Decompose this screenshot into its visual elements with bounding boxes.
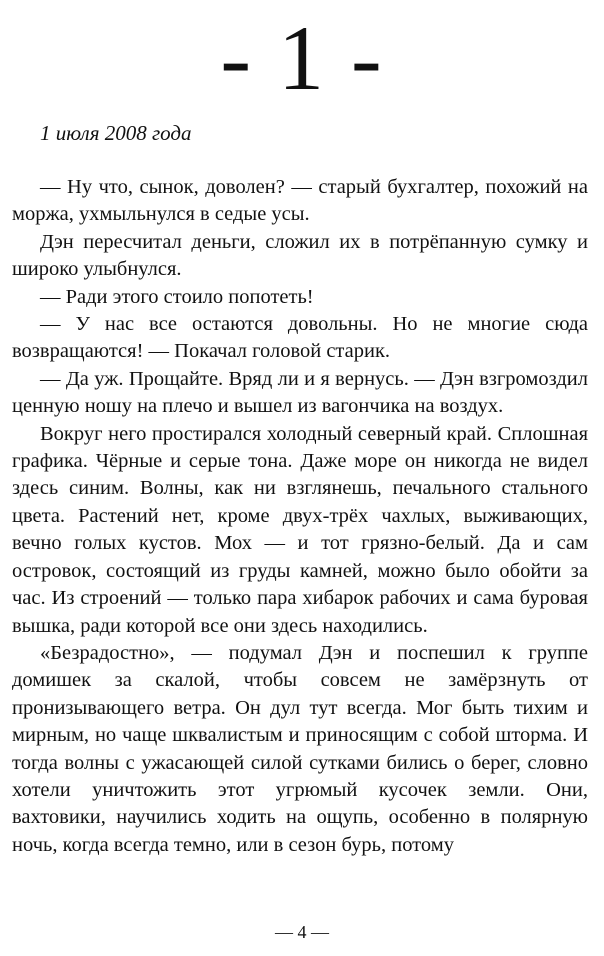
paragraph: — У нас все остаются довольны. Но не многие сюда возвращаются! — Покачал головой старик.	[12, 313, 588, 363]
paragraph: — Ради этого стоило попотеть!	[40, 285, 314, 308]
page-number: — 4 —	[275, 922, 329, 942]
paragraph: «Безрадостно», — подумал Дэн и поспешил к группе домишек за скалой, чтобы совсем не замёрзнуть от пронизывающего ветра. Он дул тут всегда. Мог быть тихим и мирным, но чаще шквалистым и приносящим с собой шторма. И тогда волны с ужасающей силой сутками бились о берег, словно хотели уничтожить этот угрюмый кусочек земли. Они, вахтовики, научились ходить на ощупь, особенно в полярную ночь, когда всегда темно, или в сезон бурь, потому	[12, 641, 588, 856]
body-text	[12, 174, 588, 859]
paragraph: Вокруг него простирался холодный северный край. Сплошная графика. Чёрные и серые тона. Даже море он никогда не видел здесь синим. Волны, как ни взглянешь, печального стального цвета. Растений нет, кроме двух-трёх чахлых, выживающих, вечно голых кустов. Мох — и тот грязно-белый. Да и сам островок, состоящий из груды камней, можно было обойти за час. Из строений — только пара хибарок рабочих и сама буровая вышка, ради которой все они здесь находились.	[12, 422, 588, 637]
chapter-date: 1 июля 2008 года	[40, 121, 192, 145]
paragraph: — Ну что, сынок, доволен? — старый бухгалтер, похожий на моржа, ухмыльнулся в седые усы.	[12, 176, 588, 226]
paragraph: — Да уж. Прощайте. Вряд ли и я вернусь. — Дэн взгромоздил ценную ношу на плечо и вышел из вагончика на воздух.	[12, 367, 588, 418]
paragraph: Дэн пересчитал деньги, сложил их в потрёпанную сумку и широко улыбнулся.	[12, 230, 588, 281]
chapter-heading: - 1 -	[220, 7, 384, 109]
